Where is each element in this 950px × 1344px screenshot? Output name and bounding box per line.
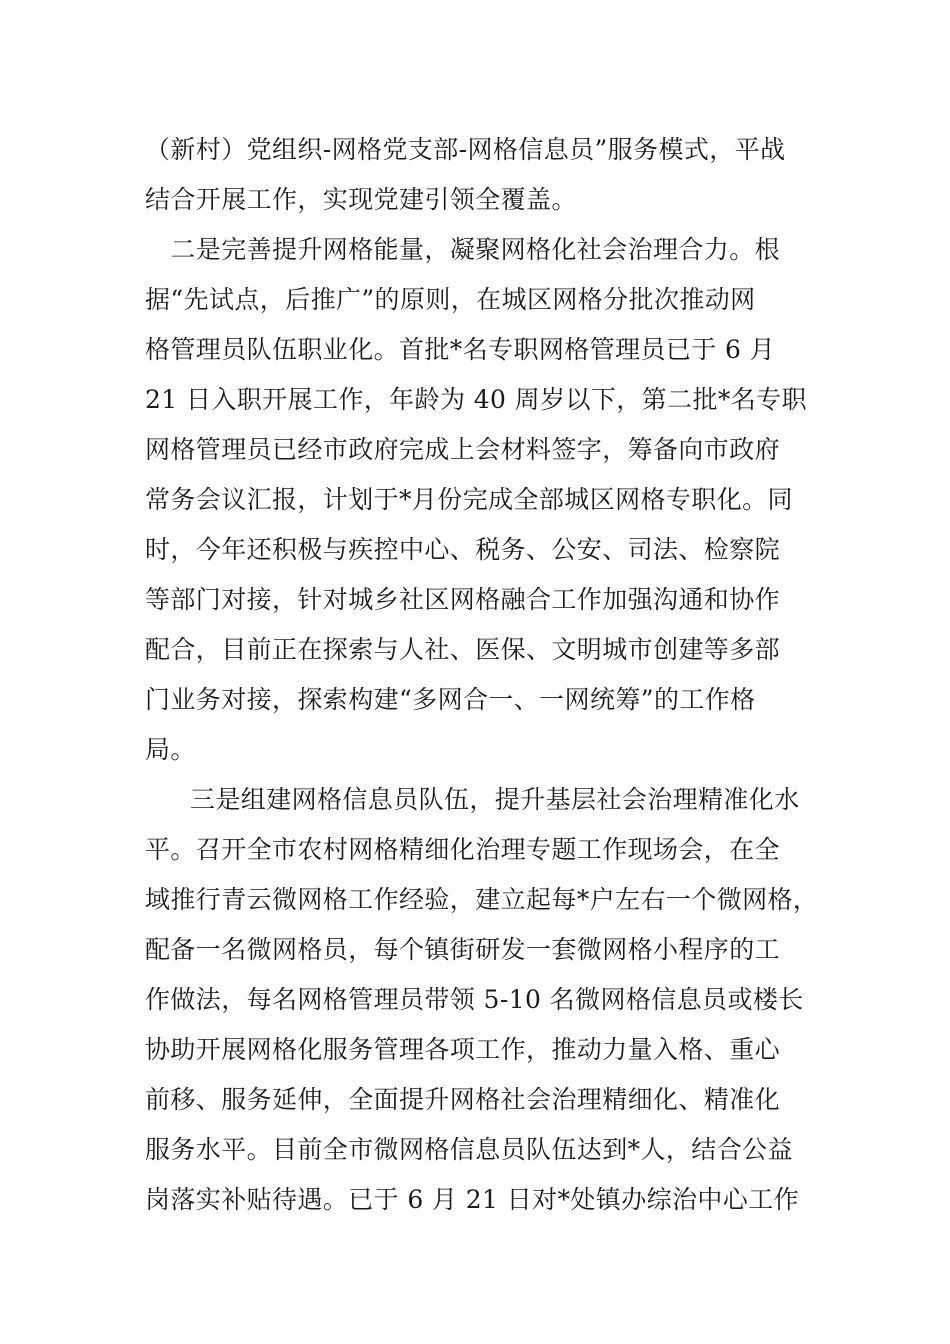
text-line: 岗落实补贴待遇。已于 6 月 21 日对*处镇办综治中心工作 xyxy=(145,1185,800,1214)
text-line: 局。 xyxy=(145,735,196,764)
text-line: 服务水平。目前全市微网格信息员队伍达到*人，结合公益 xyxy=(145,1135,793,1164)
text-line: 时，今年还积极与疾控中心、税务、公安、司法、检察院 xyxy=(145,535,781,564)
text-line: 作做法，每名网格管理员带领 5-10 名微网格信息员或楼长 xyxy=(145,985,804,1014)
text-line: 等部门对接，针对城乡社区网格融合工作加强沟通和协作 xyxy=(145,585,781,614)
text-line: 据“先试点，后推广”的原则，在城区网格分批次推动网 xyxy=(145,285,756,314)
text-line: 网格管理员已经市政府完成上会材料签字，筹备向市政府 xyxy=(145,435,781,464)
text-line: 21 日入职开展工作，年龄为 40 周岁以下，第二批*名专职 xyxy=(145,385,807,414)
text-line: 域推行青云微网格工作经验，建立起每*户左右一个微网格， xyxy=(145,885,819,914)
text-line: 配备一名微网格员，每个镇街研发一套微网格小程序的工 xyxy=(145,935,781,964)
text-line: 门业务对接，探索构建“多网合一、一网统筹”的工作格 xyxy=(145,685,756,714)
text-line: 结合开展工作，实现党建引领全覆盖。 xyxy=(145,185,577,214)
text-line: 格管理员队伍职业化。首批*名专职网格管理员已于 6 月 xyxy=(145,335,776,364)
text-line: 平。召开全市农村网格精细化治理专题工作现场会，在全 xyxy=(145,835,781,864)
text-line: 前移、服务延伸，全面提升网格社会治理精细化、精准化 xyxy=(145,1085,781,1114)
text-line: 常务会议汇报，计划于*月份完成全部城区网格专职化。同 xyxy=(145,485,793,514)
text-line: 二是完善提升网格能量，凝聚网格化社会治理合力。根 xyxy=(145,235,781,264)
text-line: 配合，目前正在探索与人社、医保、文明城市创建等多部 xyxy=(145,635,781,664)
text-line: 三是组建网格信息员队伍，提升基层社会治理精准化水 xyxy=(190,785,800,814)
text-line: （新村）党组织-网格党支部-网格信息员”服务模式，平战 xyxy=(145,135,786,164)
text-line: 协助开展网格化服务管理各项工作，推动力量入格、重心 xyxy=(145,1035,781,1064)
